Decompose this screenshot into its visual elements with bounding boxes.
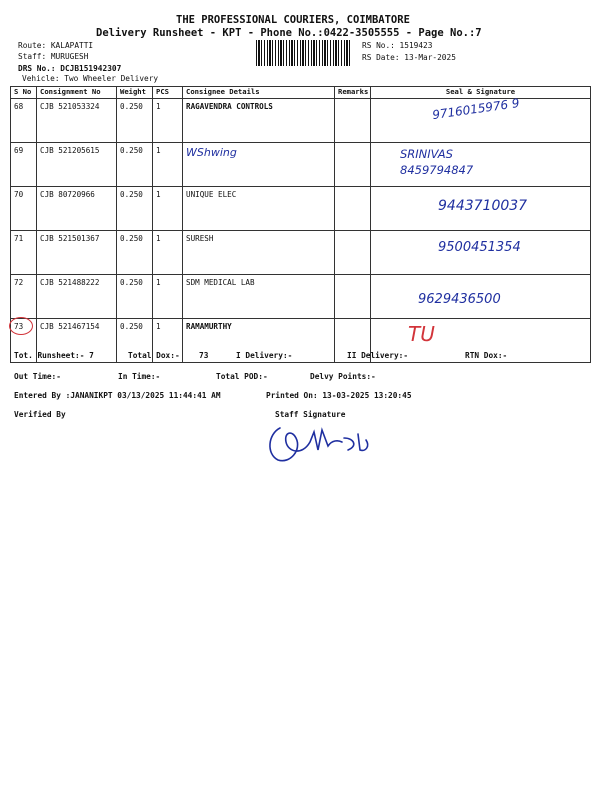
row-consignment: CJB 521488222 <box>37 275 117 319</box>
row-pcs: 1 <box>153 319 183 363</box>
row-consignment: CJB 521501367 <box>37 231 117 275</box>
entered-by: Entered By :JANANIKPT 03/13/2025 11:44:41 AM <box>14 391 221 400</box>
row-sno: 70 <box>11 187 37 231</box>
col-seal-signature: Seal & Signature <box>371 87 591 99</box>
verified-by: Verified By <box>14 410 66 419</box>
row-consignee: SDM MEDICAL LAB <box>183 275 335 319</box>
row-weight: 0.250 <box>117 143 153 187</box>
row-pcs: 1 <box>153 143 183 187</box>
out-time: Out Time:- <box>14 372 61 381</box>
row-weight: 0.250 <box>117 187 153 231</box>
col-consignee: Consignee Details <box>183 87 335 99</box>
row-signature <box>371 143 591 187</box>
total-dox-value: 73 <box>199 351 209 360</box>
in-time: In Time:- <box>118 372 161 381</box>
handwritten-consignee: WShwing <box>186 146 237 159</box>
signature-text: SRINIVAS 8459794847 <box>400 147 474 177</box>
row-remarks <box>335 187 371 231</box>
rs-number: RS No.: 1519423 <box>362 41 433 50</box>
rtn-dox: RTN Dox:- <box>465 351 508 360</box>
row-remarks <box>335 143 371 187</box>
row-consignment: CJB 80720966 <box>37 187 117 231</box>
row-remarks <box>335 231 371 275</box>
total-pod: Total POD:- <box>216 372 268 381</box>
row-signature <box>371 187 591 231</box>
row-consignment: CJB 521467154 <box>37 319 117 363</box>
runsheet-table <box>10 86 591 363</box>
row-pcs: 1 <box>153 99 183 143</box>
row-consignee: UNIQUE ELEC <box>183 187 335 231</box>
row-sno: 68 <box>11 99 37 143</box>
row-consignment: CJB 521053324 <box>37 99 117 143</box>
row-signature <box>371 275 591 319</box>
col-pcs: PCS <box>153 87 183 99</box>
row-sno: 69 <box>11 143 37 187</box>
table-row <box>11 187 591 231</box>
row-weight: 0.250 <box>117 319 153 363</box>
red-circle-mark <box>9 317 33 335</box>
row-remarks <box>335 99 371 143</box>
col-consignment: Consignment No <box>37 87 117 99</box>
total-dox-label: Total Dox:- <box>128 351 180 360</box>
row-consignee <box>183 143 335 187</box>
signature-text: 9716015976 9 <box>431 95 521 123</box>
ii-delivery: II Delivery:- <box>347 351 409 360</box>
col-weight: Weight <box>117 87 153 99</box>
delvy-points: Delvy Points:- <box>310 372 376 381</box>
row-consignee: RAMAMURTHY <box>183 319 335 363</box>
signature-text: TU <box>408 322 435 346</box>
tot-runsheet: Tot. Runsheet:- 7 <box>14 351 94 360</box>
table-row <box>11 231 591 275</box>
printed-on: Printed On: 13-03-2025 13:20:45 <box>266 391 412 400</box>
staff-signature-drawing <box>262 420 372 466</box>
table-row <box>11 275 591 319</box>
table-row <box>11 99 591 143</box>
row-signature <box>371 95 591 143</box>
route: Route: KALAPATTI <box>18 41 94 50</box>
staff: Staff: MURUGESH <box>18 52 89 61</box>
signature-text: 9629436500 <box>418 292 501 307</box>
staff-signature-label: Staff Signature <box>275 410 346 419</box>
vehicle: Vehicle: Two Wheeler Delivery <box>22 74 159 83</box>
signature-text: 9443710037 <box>438 198 528 214</box>
row-weight: 0.250 <box>117 275 153 319</box>
row-pcs: 1 <box>153 187 183 231</box>
row-weight: 0.250 <box>117 231 153 275</box>
company-name: THE PROFESSIONAL COURIERS, COIMBATORE <box>176 14 410 26</box>
row-pcs: 1 <box>153 275 183 319</box>
row-signature <box>371 231 591 275</box>
row-consignment: CJB 521205615 <box>37 143 117 187</box>
row-sno-value: 73 <box>14 322 24 331</box>
rs-date: RS Date: 13-Mar-2025 <box>362 53 456 62</box>
row-consignee: RAGAVENDRA CONTROLS <box>183 99 335 143</box>
row-remarks <box>335 275 371 319</box>
barcode <box>256 40 352 66</box>
table-row <box>11 143 591 187</box>
col-remarks: Remarks <box>335 87 371 99</box>
row-consignee: SURESH <box>183 231 335 275</box>
row-pcs: 1 <box>153 231 183 275</box>
table-header <box>11 87 591 99</box>
signature-text: 9500451354 <box>438 240 521 255</box>
col-sno: S No <box>11 87 37 99</box>
drs-number: DRS No.: DCJB151942307 <box>18 64 122 73</box>
runsheet-subtitle: Delivery Runsheet - KPT - Phone No.:0422-3505555 - Page No.:7 <box>96 27 482 39</box>
row-weight: 0.250 <box>117 99 153 143</box>
i-delivery: I Delivery:- <box>236 351 293 360</box>
row-sno: 72 <box>11 275 37 319</box>
row-sno: 71 <box>11 231 37 275</box>
